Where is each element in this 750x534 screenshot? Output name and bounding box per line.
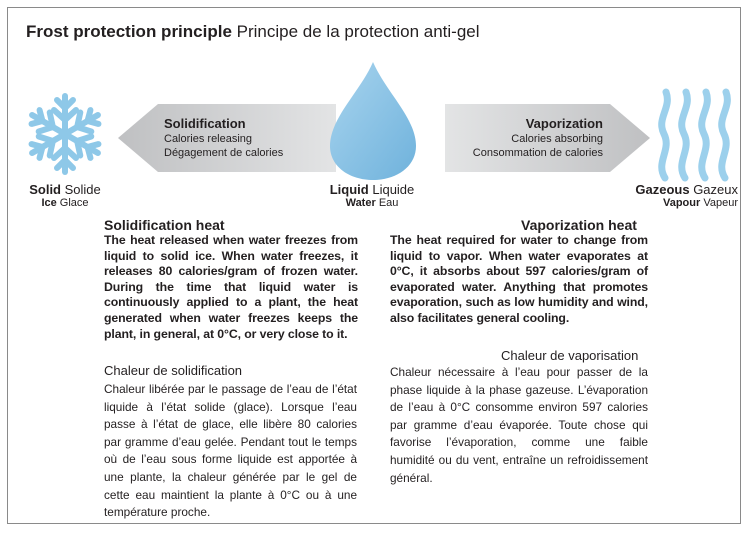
state-gas-fr: Gazeux <box>693 182 738 197</box>
title-french: Principe de la protection anti-gel <box>236 22 480 41</box>
solidification-heat-title: Solidification heat <box>104 217 225 233</box>
vaporization-heat-french: Chaleur nécessaire à l’eau pour passer de la phase liquide à la phase gazeuse. L’évaporation de l’eau à 0°C consomme environ 597 calories par gramme d’eau évaporée. Toute chose qui favorise l’évaporation, comme une faible humidité ou du vent, entraîne un refroidissement général. <box>390 365 648 485</box>
vaporization-heat-title: Vaporization heat <box>521 217 637 233</box>
solidification-line1: Calories releasing <box>164 133 253 145</box>
vaporization-heat-english: The heat required for water to change from liquid to vapor. When water evaporates at 0°C, it absorbs about 597 calories/gram of evaporated water. Anything that promotes evaporation, such as low humidity and wind, also facilitates general cooling. <box>390 233 648 325</box>
snowflake-icon <box>27 96 104 172</box>
state-gas-en: Gazeous <box>635 182 690 197</box>
solidification-line2: Dégagement de calories <box>164 147 284 159</box>
state-solid-sub-en: Ice <box>41 197 57 209</box>
solidification-label <box>164 116 283 160</box>
vapour-waves-icon <box>662 92 728 178</box>
state-liquid-en: Liquid <box>329 182 369 197</box>
state-solid-fr: Solide <box>64 182 101 197</box>
state-solid <box>25 182 105 210</box>
state-gas <box>613 182 738 210</box>
vaporization-heat-french-title: Chaleur de vaporisation <box>501 348 639 363</box>
state-solid-sub-fr: Glace <box>59 197 89 209</box>
solidification-heat-french-title: Chaleur de solidification <box>104 363 243 378</box>
water-drop-icon <box>330 62 416 180</box>
solidification-heat-english: The heat released when water freezes from liquid to solid ice. When water freezes, it releases 80 calories/gram of frozen water. During the time that liquid water is continuously applied to a plant, the heat generated when water freezes keeps the plant, in general, at 0°C, or very close to it. <box>104 233 358 341</box>
state-liquid-fr: Liquide <box>372 182 415 197</box>
state-liquid <box>316 182 428 210</box>
state-liquid-sub-en: Water <box>345 197 376 209</box>
vaporization-heading: Vaporization <box>525 116 603 131</box>
state-gas-sub-fr: Vapeur <box>703 197 738 209</box>
state-solid-en: Solid <box>29 182 61 197</box>
state-liquid-sub-fr: Eau <box>378 197 399 209</box>
solidification-heading: Solidification <box>164 116 246 131</box>
vaporization-line2: Consommation de calories <box>472 147 603 159</box>
solidification-heat-french: Chaleur libérée par le passage de l’eau de l’état liquide à l’état solide (glace). Lorsque l’eau passe à l’état de glace, elle libère 80 calories par gramme d’eau gelée. Pendant tout le temps où de l’eau sous forme liquide est apportée à une plante, la chaleur générée par le gel de cette eau maintient la plante à 0°C ou à une température proche. <box>104 382 357 520</box>
vaporization-line1: Calories absorbing <box>511 133 603 145</box>
title-english: Frost protection principle <box>26 22 232 41</box>
vaporization-label <box>448 116 603 160</box>
state-gas-sub-en: Vapour <box>662 197 701 209</box>
